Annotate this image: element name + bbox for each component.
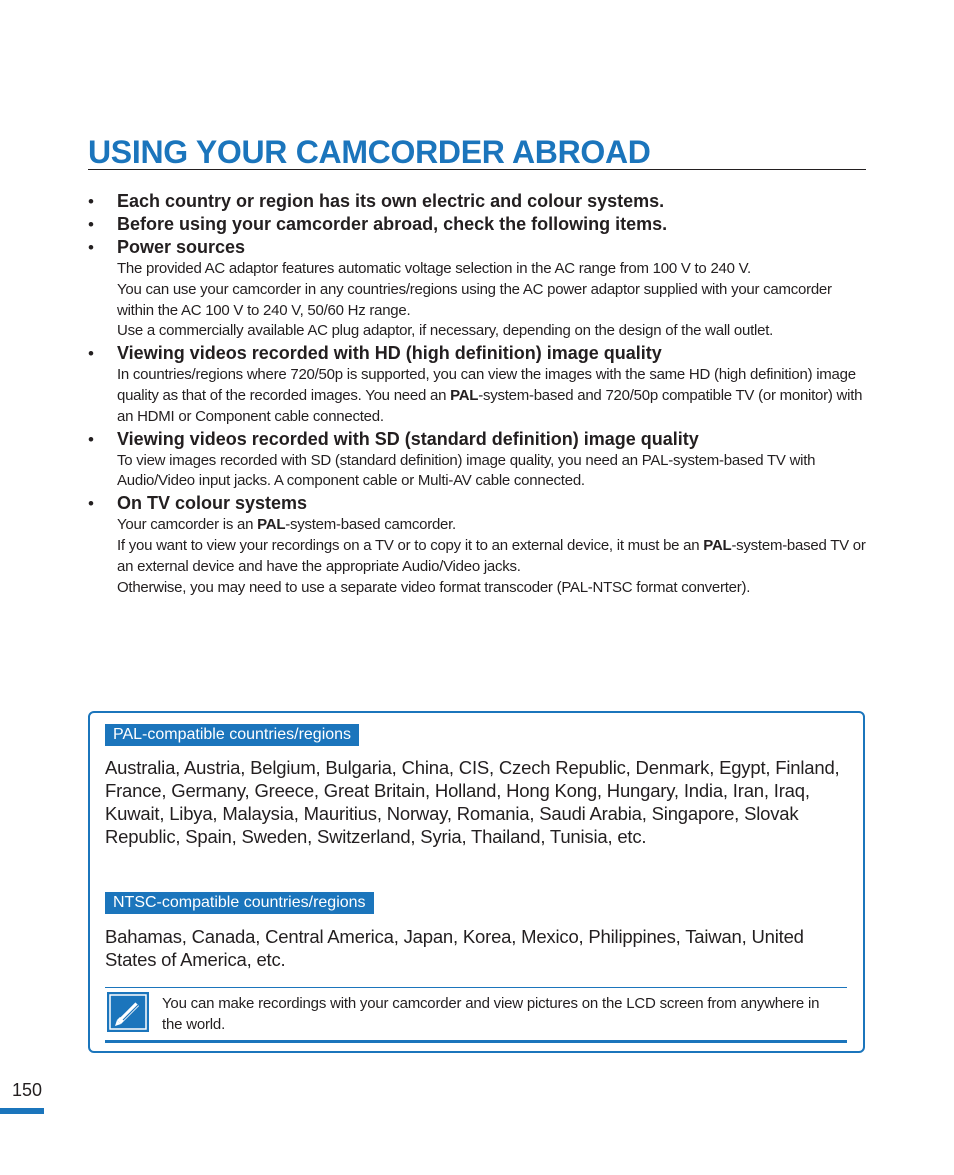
body-paragraph: Otherwise, you may need to use a separate video format transcoder (PAL-NTSC format converter).	[117, 578, 751, 596]
bullet-heading: Power sources	[117, 237, 246, 257]
body-paragraph	[117, 536, 868, 578]
text-run: If you want to view your recordings on a TV or to copy it to an external device, it must be an	[117, 536, 704, 554]
text-run: In countries/regions where 720/50p is supported, you can view the images with the same HD (high definition) image quality as that of the recorded images. You need an	[117, 366, 856, 404]
ntsc-section-label: NTSC-compatible countries/regions	[105, 892, 374, 914]
text-run: Your camcorder is an	[117, 516, 258, 534]
bullet-item-hd-viewing	[88, 342, 868, 427]
bullet-item	[88, 213, 868, 236]
pal-emphasis: PAL	[257, 516, 286, 534]
page-number-bar	[0, 1108, 44, 1114]
bullet-heading: Viewing videos recorded with HD (high definition) image quality	[117, 343, 662, 364]
text-run: -system-based and 720/50p compatible TV (or monitor) with an HDMI or Component cable connected.	[117, 386, 863, 425]
bullet-body	[117, 451, 868, 493]
bullet-list	[88, 190, 868, 598]
body-paragraph: Use a commercially available AC plug adaptor, if necessary, depending on the design of the wall outlet.	[117, 322, 774, 340]
bullet-dot: •	[88, 494, 94, 514]
bullet-dot: •	[88, 215, 94, 234]
page-title: USING YOUR CAMCORDER ABROAD	[88, 133, 866, 170]
ntsc-country-list: Bahamas, Canada, Central America, Japan, Korea, Mexico, Philippines, Taiwan, United States of America, etc.	[105, 926, 804, 970]
body-paragraph: You can use your camcorder in any countries/regions using the AC power adaptor supplied with your camcorder within the AC 100 V to 240 V, 50/60 Hz range.	[117, 280, 832, 319]
bullet-dot: •	[88, 344, 94, 364]
bullet-item-sd-viewing	[88, 428, 868, 493]
body-paragraph: To view images recorded with SD (standard definition) image quality, you need an PAL-system-based TV with Audio/Video input jacks. A component cable or Multi-AV cable connected.	[117, 451, 816, 490]
text-run: -system-based TV or an external device and have the appropriate Audio/Video jacks.	[117, 536, 866, 575]
body-paragraph	[117, 365, 868, 427]
bullet-heading: Before using your camcorder abroad, check the following items.	[117, 214, 668, 234]
bullet-body	[117, 515, 868, 598]
bullet-dot: •	[88, 429, 94, 449]
bullet-heading: Viewing videos recorded with SD (standard definition) image quality	[117, 428, 699, 449]
note-callout	[105, 987, 847, 1043]
body-paragraph: The provided AC adaptor features automatic voltage selection in the AC range from 100 V to 240 V.	[117, 260, 751, 277]
body-paragraph	[117, 515, 868, 536]
note-pencil-icon	[107, 992, 149, 1032]
bullet-item-tv-colour	[88, 492, 868, 598]
country-compatibility-box	[88, 711, 865, 1053]
pal-emphasis: PAL	[703, 536, 732, 554]
text-run: -system-based camcorder.	[285, 516, 456, 534]
bullet-body	[117, 365, 868, 427]
page-number: 150	[12, 1080, 43, 1100]
bullet-body	[117, 259, 868, 342]
note-text: You can make recordings with your camcorder and view pictures on the LCD screen from anywhere in the world.	[162, 995, 820, 1033]
bullet-dot: •	[88, 238, 94, 257]
bullet-item	[88, 190, 868, 213]
bullet-dot: •	[88, 192, 94, 211]
pal-section-label: PAL-compatible countries/regions	[105, 724, 359, 746]
bullet-heading: Each country or region has its own electric and colour systems.	[117, 191, 665, 211]
bullet-heading: On TV colour systems	[117, 493, 308, 514]
pal-emphasis: PAL	[450, 386, 479, 404]
bullet-item-power-sources	[88, 236, 868, 342]
pal-country-list: Australia, Austria, Belgium, Bulgaria, China, CIS, Czech Republic, Denmark, Egypt, Finland, France, Germany, Greece, Great Britain, Holland, Hong Kong, Hungary, India, Iran, Iraq, Kuwait, Libya, Malaysia, Mauritius, Norway, Romania, Saudi Arabia, Singapore, Slovak Republic, Spain, Sweden, Switzerland, Syria, Thailand, Tunisia, etc.	[105, 757, 840, 847]
